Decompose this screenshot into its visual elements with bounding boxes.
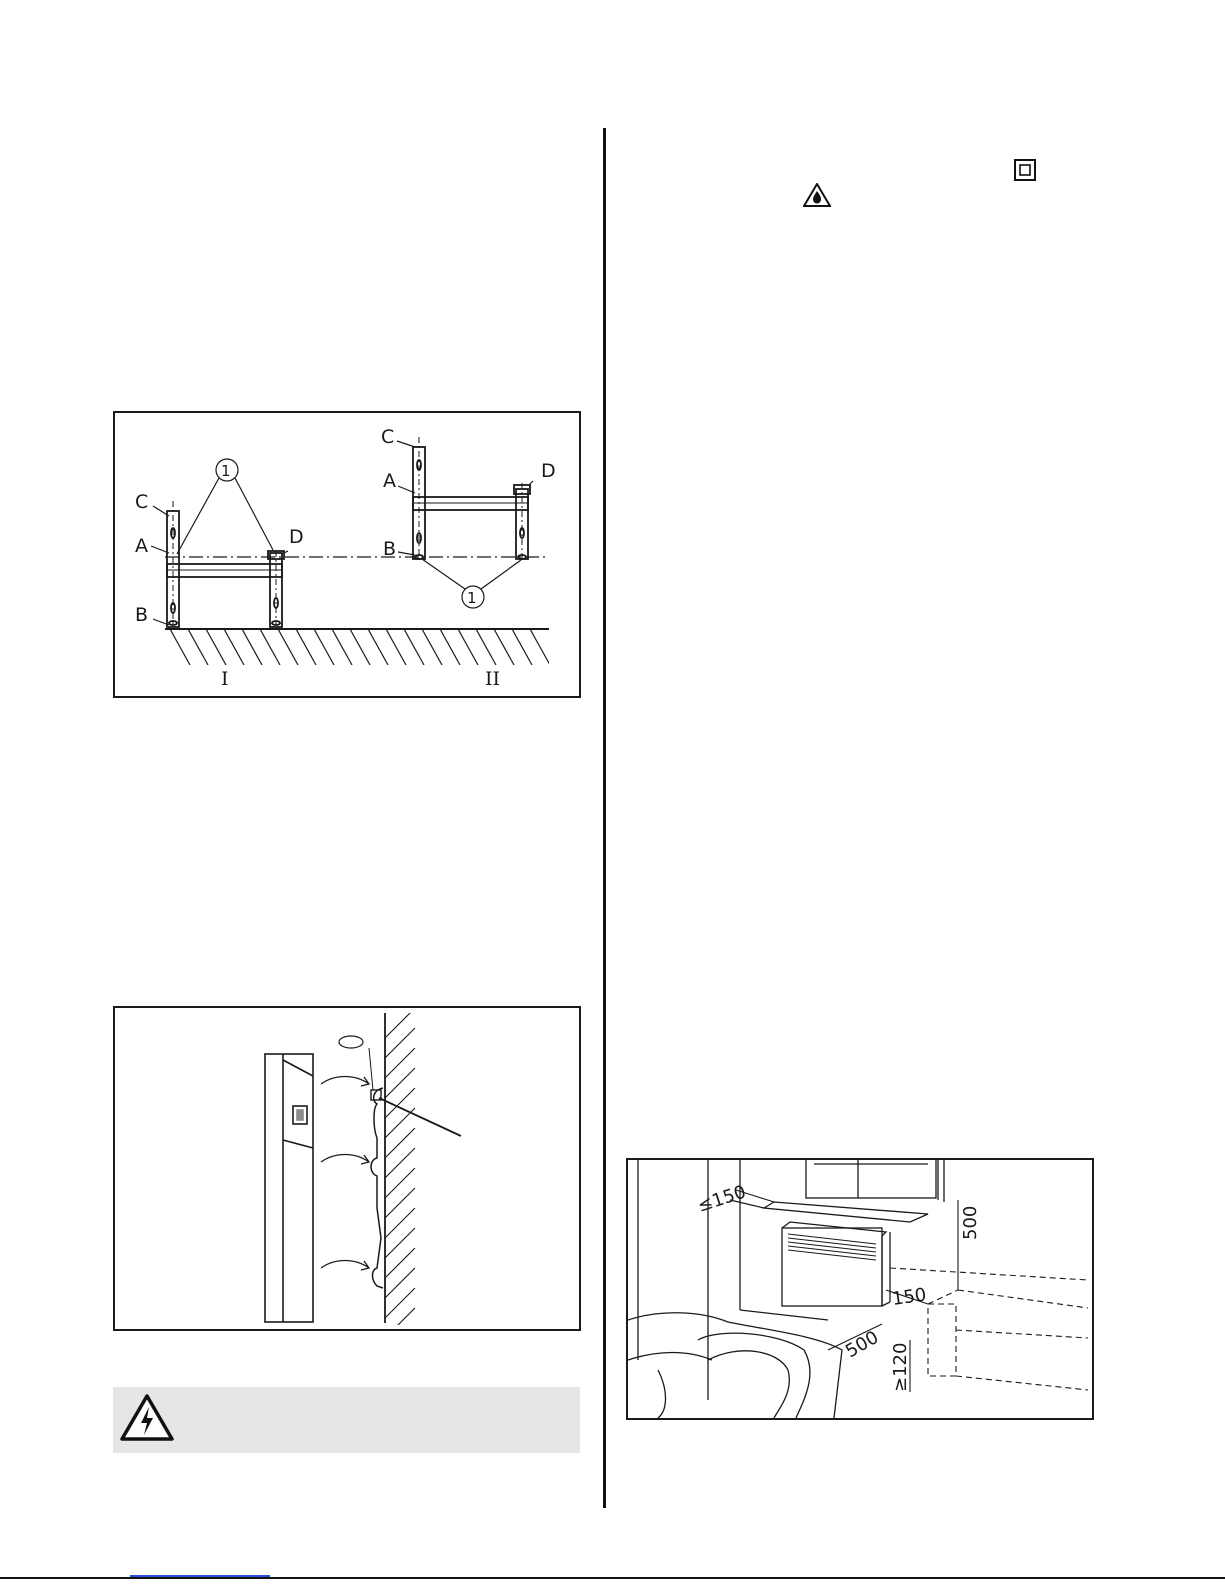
dim-top-label: ≤150 [695,1181,749,1217]
heater-hanging-figure [113,1006,581,1331]
dim-front-label: 500 [842,1326,883,1363]
footer-link-underline[interactable] [130,1575,270,1577]
double-square-icon [1014,159,1036,185]
fire-warning-icon [803,183,831,211]
installation-clearance-figure [626,1158,1094,1420]
right-callout-1: 1 [467,589,477,607]
left-label-c: C [135,491,149,513]
right-label-b: B [383,538,397,560]
right-label-c: C [381,426,395,448]
label-roman-i: I [221,668,229,690]
column-divider [603,128,606,1508]
electric-hazard-icon [119,1393,175,1447]
right-label-a: A [383,470,396,492]
footer-rule [0,1577,1225,1579]
right-label-d: D [541,460,556,482]
bracket-mounting-figure [113,411,581,698]
electric-warning-box [113,1387,580,1453]
left-label-a: A [135,535,148,557]
left-label-b: B [135,604,149,626]
label-roman-ii: II [485,668,501,690]
left-callout-1: 1 [221,462,231,480]
dim-window-label: 500 [960,1205,981,1240]
dim-floor-label: ≥120 [890,1342,911,1392]
left-label-d: D [289,526,304,548]
dim-side-label: 150 [890,1284,928,1310]
